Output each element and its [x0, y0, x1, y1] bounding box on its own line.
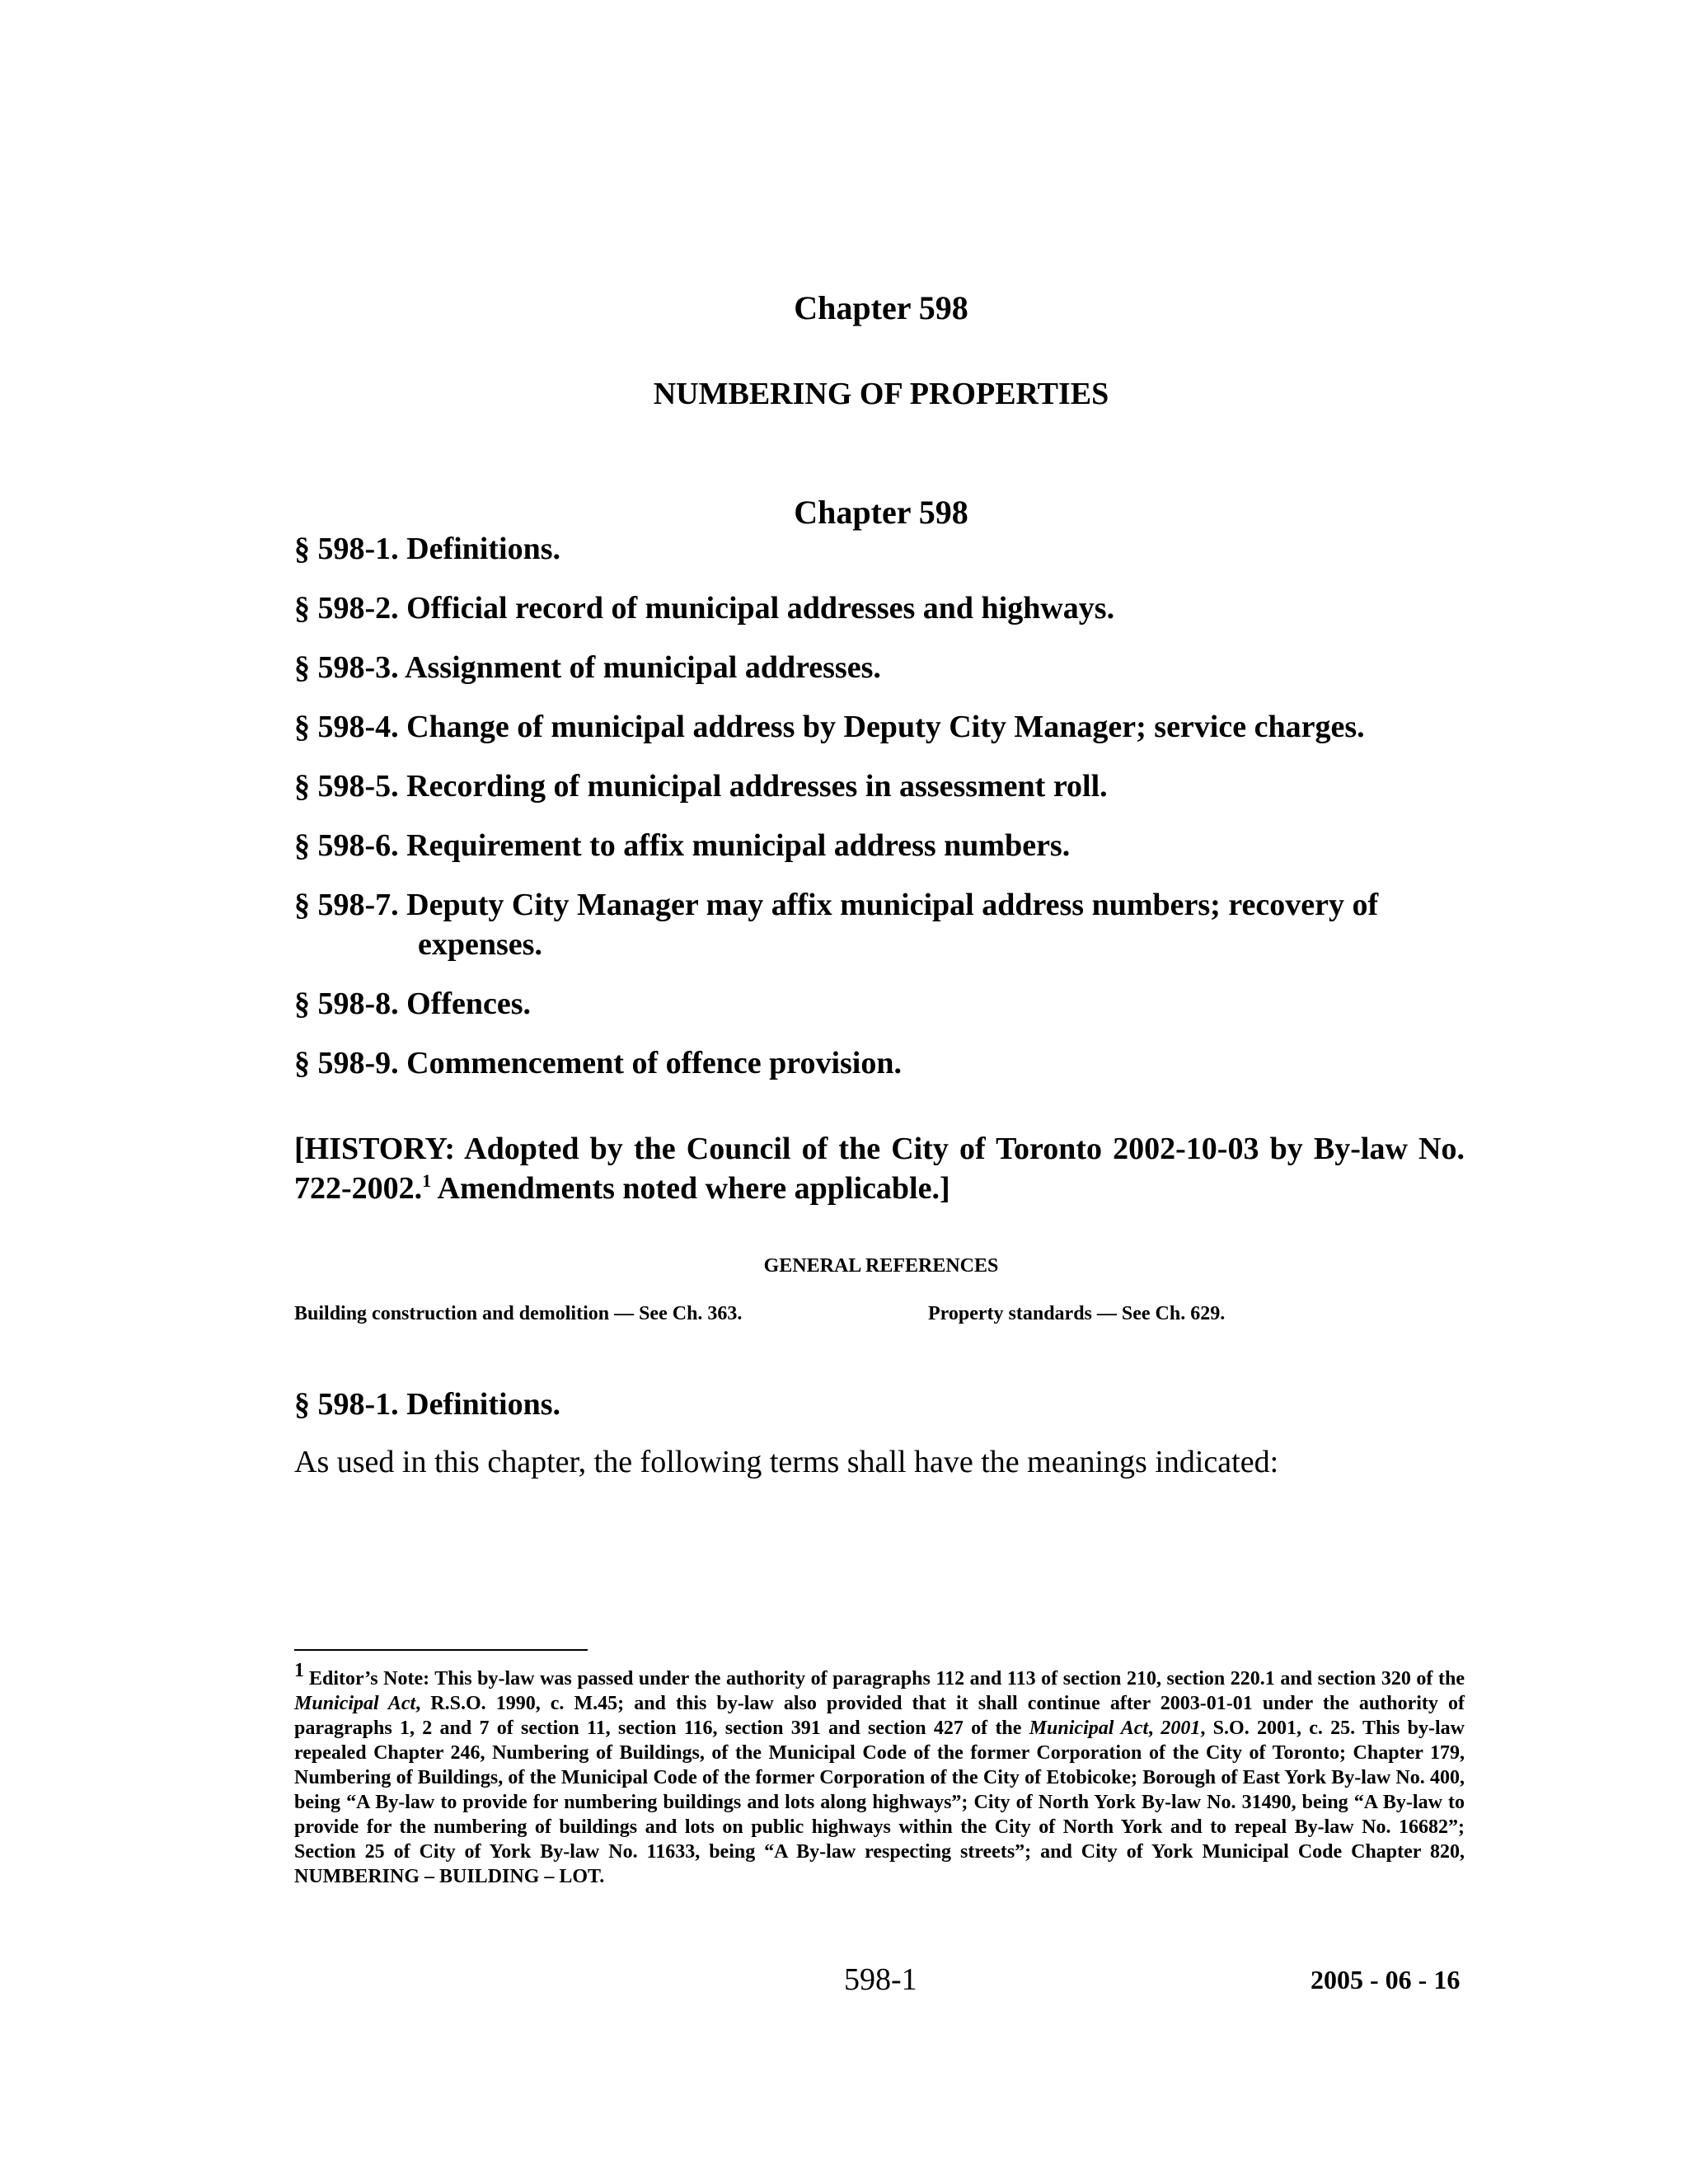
chapter-subtitle: NUMBERING OF PROPERTIES — [653, 377, 1109, 411]
toc-entry-598-9[interactable]: § 598-9. Commencement of offence provision. — [294, 1046, 902, 1080]
footnote-text: , R.S.O. 1990, c. M.45; and this by-law also provided that it shall continue after 2003-01-01 under the authority of paragraphs 1, 2 and 7 of section 11, section 116, section 391 and section 427 of the — [294, 1693, 1465, 1739]
toc-entry-598-2[interactable]: § 598-2. Official record of municipal addresses and highways. — [294, 591, 1115, 626]
toc-entry-598-6[interactable]: § 598-6. Requirement to affix municipal address numbers. — [294, 828, 1071, 863]
footnote-mark: 1 — [294, 1660, 304, 1681]
page-date: 2005 - 06 - 16 — [1311, 1965, 1461, 1994]
toc-entry-598-1[interactable]: § 598-1. Definitions. — [294, 532, 560, 566]
history-note — [294, 1129, 1465, 1208]
general-reference-building[interactable]: Building construction and demolition — See Ch. 363. — [294, 1303, 743, 1324]
toc-entry-598-8[interactable]: § 598-8. Offences. — [294, 987, 532, 1021]
toc-entry-598-4[interactable]: § 598-4. Change of municipal address by Deputy City Manager; service charges. — [294, 710, 1365, 744]
history-text: [HISTORY: Adopted by the Council of the City of Toronto 2002-10-03 by By-law No. 722-2002. — [294, 1132, 1465, 1206]
footnote-text: , S.O. 2001, c. 25. This by-law repealed Chapter 246, Numbering of Buildings, of the Municipal Code of the former Corporation of the City of Toronto; Chapter 179, Numbering of Buildings, of the Municipal Code of the former Corporation of the City of Etobicoke; Borough of East York By-law No. 400, being “A By-law to provide for numbering buildings and lots along highways”; City of North York By-law No. 31490, being “A By-law to provide for the numbering of buildings and lots on public highways within the City of North York and to repeal By-law No. 16682”; Section 25 of City of York By-law No. 11633, being “A By-law respecting streets”; and City of York Municipal Code Chapter 820, NUMBERING – BUILDING – LOT. — [294, 1718, 1465, 1887]
footnote-act-year: 2001 — [1160, 1718, 1201, 1739]
footnote — [294, 1660, 1465, 1889]
toc-title: Chapter 598 — [794, 494, 968, 531]
toc-entry-598-3[interactable]: § 598-3. Assignment of municipal addresses. — [294, 650, 881, 685]
history-text-end: Amendments noted where applicable.] — [431, 1171, 950, 1206]
page-number: 598-1 — [844, 1962, 917, 1997]
footnote-act-title: Municipal Act — [294, 1693, 416, 1714]
section-heading: § 598-1. Definitions. — [294, 1387, 560, 1422]
footnote-act-title: Municipal Act — [1029, 1718, 1149, 1739]
footnote-text: Editor’s Note: This by-law was passed under the authority of paragraphs 112 and 113 of section 210, section 220.1 and section 320 of the — [309, 1668, 1465, 1690]
general-reference-property[interactable]: Property standards — See Ch. 629. — [928, 1303, 1226, 1324]
toc-entry-598-5[interactable]: § 598-5. Recording of municipal addresses in assessment roll. — [294, 769, 1108, 804]
section-intro-text: As used in this chapter, the following terms shall have the meanings indicated: — [294, 1445, 1279, 1479]
general-references-heading: GENERAL REFERENCES — [763, 1255, 999, 1277]
table-of-contents — [294, 529, 1465, 1103]
chapter-title: Chapter 598 — [794, 289, 968, 326]
footnote-reference[interactable]: 1 — [422, 1170, 432, 1191]
toc-entry-598-7[interactable]: § 598-7. Deputy City Manager may affix municipal address numbers; recovery of expenses. — [294, 888, 1379, 962]
footnote-text: , — [1148, 1718, 1161, 1739]
footnote-separator — [294, 1649, 588, 1651]
